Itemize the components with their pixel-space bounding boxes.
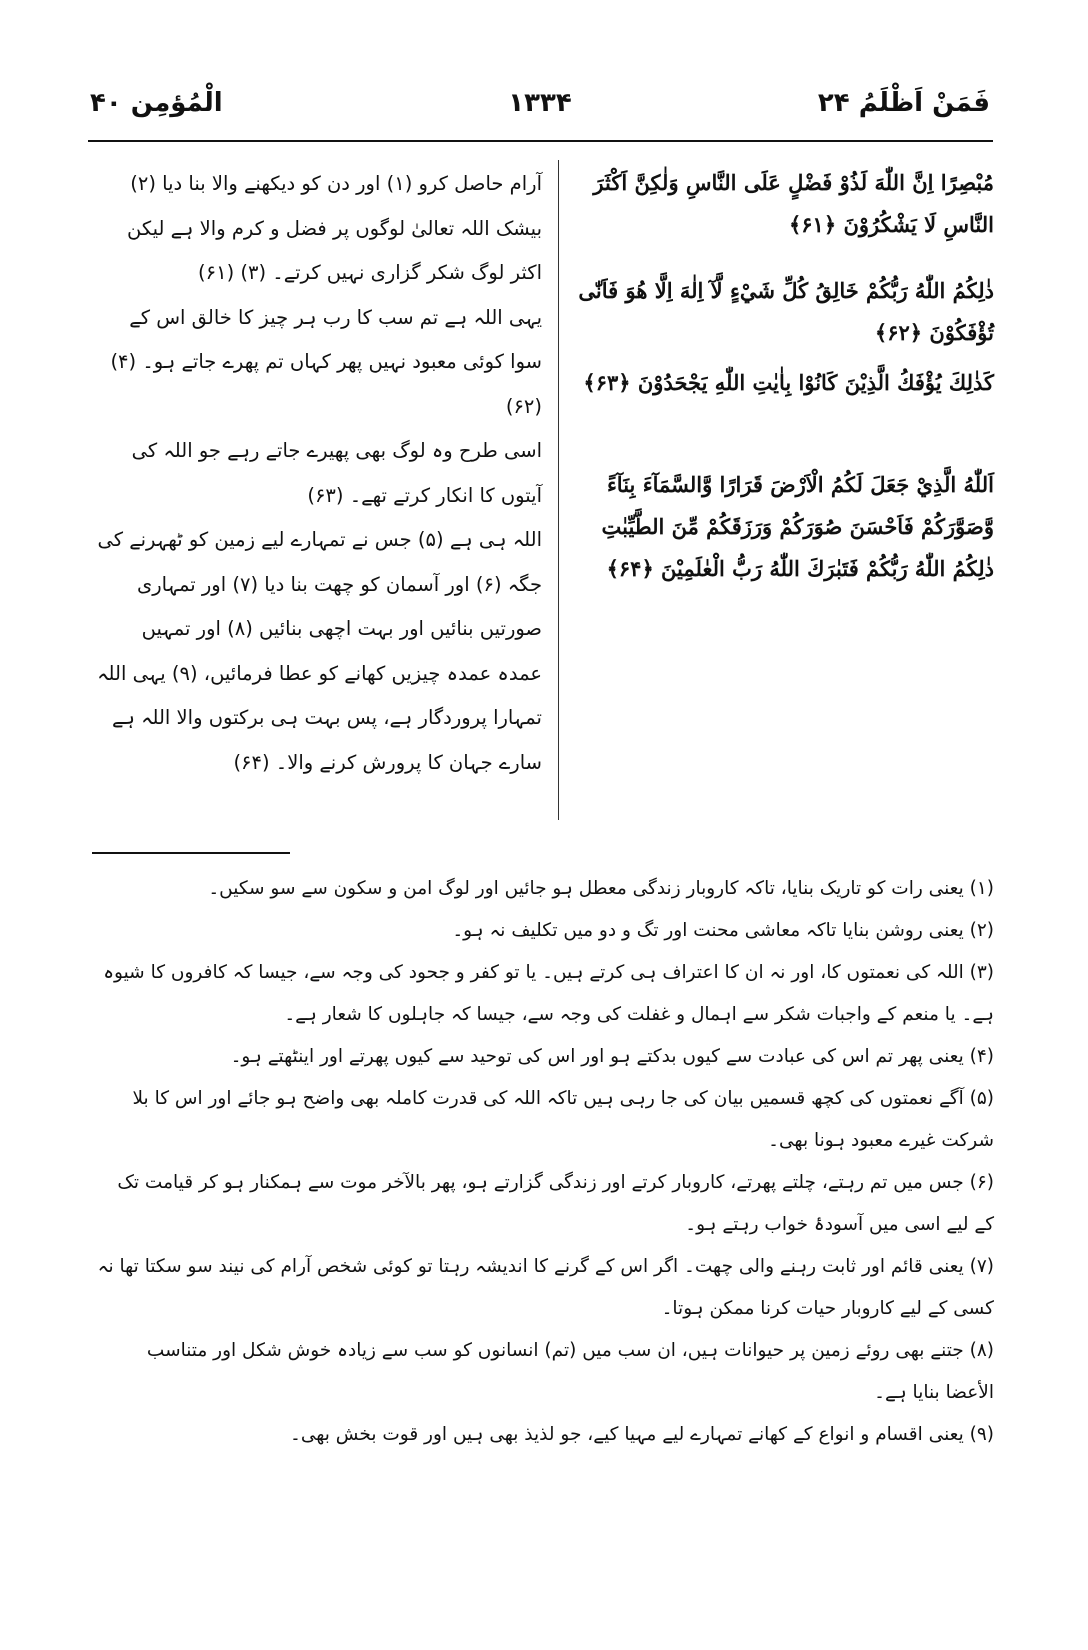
ayah-61: مُبْصِرًا اِنَّ اللّٰهَ لَذُوْ فَضْلٍ عَلَى النَّاسِ وَلٰكِنَّ اَكْثَرَ النَّاسِ لَا يَشْكُرُوْنَ ﴿۶۱﴾ xyxy=(593,170,994,237)
translation-61: آرام حاصل کرو (۱) اور دن کو دیکھنے والا بنا دیا (۲) بیشک اللہ تعالیٰ لوگوں پر فضل و کرم والا ہے لیکن اکثر لوگ شکر گزاری نہیں کرتے۔ (۳) (۶۱) xyxy=(126,172,542,284)
footnote-2: (۲) یعنی روشن بنایا تاکہ معاشی محنت اور تگ و دو میں تکلیف نہ ہو۔ xyxy=(452,920,994,941)
ayah-62: ذٰلِكُمُ اللّٰهُ رَبُّكُمْ خَالِقُ كُلِّ شَيْءٍ لَّآ اِلٰهَ اِلَّا هُوَ فَاَنّٰى تُؤْفَكُوْنَ ﴿۶۲﴾ xyxy=(578,278,994,345)
footnote-rule xyxy=(92,852,290,854)
footnote-8: (۸) جتنے بھی روئے زمین پر حیوانات ہیں، ان سب میں (تم) انسانوں کو سب سے زیادہ خوش شکل اور متناسب الأعضا بنایا ہے۔ xyxy=(146,1340,994,1403)
urdu-translation-column xyxy=(92,162,542,785)
ayah-63: كَذٰلِكَ يُؤْفَكُ الَّذِيْنَ كَانُوْا بِاٰيٰتِ اللّٰهِ يَجْحَدُوْنَ ﴿۶۳﴾ xyxy=(583,370,994,395)
page-number: ۱۳۳۴ xyxy=(508,88,572,118)
juz-title: فَمَنْ اَظْلَمُ ۲۴ xyxy=(817,88,990,118)
translation-62: یہی اللہ ہے تم سب کا رب ہر چیز کا خالق اس کے سوا کوئی معبود نہیں پھر کہاں تم پھرے جاتے ہو۔ (۴) (۶۲) xyxy=(110,305,542,418)
surah-title: الْمُؤمِن ۴۰ xyxy=(90,88,223,118)
translation-64: اللہ ہی ہے (۵) جس نے تمہارے لیے زمین کو ٹھہرنے کی جگہ (۶) اور آسمان کو چھت بنا دیا (۷) اور تمہاری صورتیں بنائیں اور بہت اچھی بنائیں (۸) اور تمہیں عمدہ عمدہ چیزیں کھانے کو عطا فرمائیں، (۹) یہی اللہ تمہارا پروردگار ہے، پس بہت ہی برکتوں والا اللہ ہے سارے جہان کا پرورش کرنے والا۔ (۶۴) xyxy=(97,528,542,774)
footnote-9: (۹) یعنی اقسام و انواع کے کھانے تمہارے لیے مہیا کیے، جو لذیذ بھی ہیں اور قوت بخش بھی۔ xyxy=(289,1424,994,1445)
footnote-5: (۵) آگے نعمتوں کی کچھ قسمیں بیان کی جا رہی ہیں تاکہ اللہ کی قدرت کاملہ بھی واضح ہو جائے اور اس کا بلا شرکت غیرے معبود ہونا بھی۔ xyxy=(132,1088,994,1151)
header-rule xyxy=(88,140,993,142)
footnote-3: (۳) اللہ کی نعمتوں کا، اور نہ ان کا اعتراف ہی کرتے ہیں۔ یا تو کفر و جحود کی وجہ سے، جیسا کہ کافروں کا شیوہ ہے۔ یا منعم کے واجبات شکر سے اہمال و غفلت کی وجہ سے، جیسا کہ جاہلوں کا شعار ہے۔ xyxy=(103,962,994,1025)
footnotes xyxy=(96,868,994,1456)
footnote-1: (۱) یعنی رات کو تاریک بنایا، تاکہ کاروبار زندگی معطل ہو جائیں اور لوگ امن و سکون سے سو سکیں۔ xyxy=(208,878,994,899)
ayah-64: اَللّٰهُ الَّذِيْ جَعَلَ لَكُمُ الْاَرْضَ قَرَارًا وَّالسَّمَآءَ بِنَآءً وَّصَوَّرَكُمْ فَاَحْسَنَ صُوَرَكُمْ وَرَزَقَكُمْ مِّنَ الطَّيِّبٰتِ ذٰلِكُمُ اللّٰهُ رَبُّكُمْ فَتَبٰرَكَ اللّٰهُ رَبُّ الْعٰلَمِيْنَ ﴿۶۴﴾ xyxy=(601,472,994,581)
footnote-7: (۷) یعنی قائم اور ثابت رہنے والی چھت۔ اگر اس کے گرنے کا اندیشہ رہتا تو کوئی شخص آرام کی نیند سو سکتا تھا نہ کسی کے لیے کاروبار حیات کرنا ممکن ہوتا۔ xyxy=(97,1256,994,1319)
translation-63: اسی طرح وہ لوگ بھی پھیرے جاتے رہے جو اللہ کی آیتوں کا انکار کرتے تھے۔ (۶۳) xyxy=(131,439,542,507)
footnote-4: (۴) یعنی پھر تم اس کی عبادت سے کیوں بدکتے ہو اور اس کی توحید سے کیوں پھرتے اور اینٹھتے ہو۔ xyxy=(230,1046,994,1067)
page-header xyxy=(90,82,990,132)
arabic-text-column xyxy=(574,162,994,590)
column-divider xyxy=(558,160,559,820)
footnote-6: (۶) جس میں تم رہتے، چلتے پھرتے، کاروبار کرتے اور زندگی گزارتے ہو، پھر بالآخر موت سے ہمکنار ہو کر قیامت تک کے لیے اسی میں آسودۂ خواب رہتے ہو۔ xyxy=(117,1172,994,1235)
